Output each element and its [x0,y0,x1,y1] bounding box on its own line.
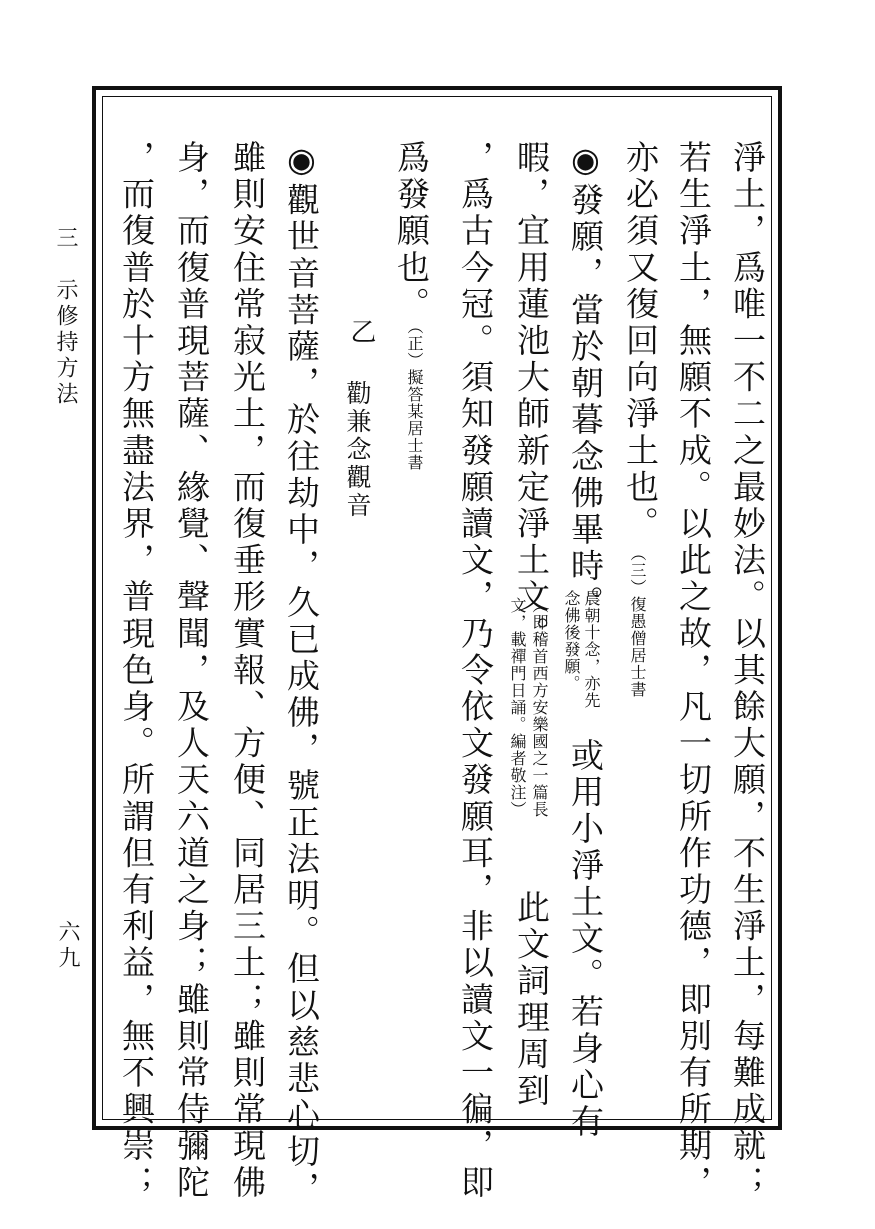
citation-note: （三）復愚僧居士書 [628,545,647,698]
annotation-note-line1: （即稽首西方安樂國之一篇長 [530,597,549,818]
section-heading: 勸兼念觀音 [343,380,372,520]
text-column-3: 亦必須又復回向淨土也。 [621,140,660,543]
text-column-12: ，而復普於十方無盡法界，普現色身。所謂但有利益，無不興崇； [117,140,156,1202]
text-column-1: 淨土，爲唯一不二之最妙法。以其餘大願，不生淨土，每難成就； [728,140,767,1202]
text-column-2: 若生淨土，無願不成。以此之故，凡一切所作功德，即別有所期， [674,140,713,1202]
text-column-5a: 暇，宜用蓮池大師新定淨土文。 [512,140,551,653]
running-head-section: 三 示修持方法 [53,226,78,408]
text-column-5b: 此文詞理周到 [512,890,551,1110]
citation-note: （正）擬答某居士書 [405,318,424,471]
section-heading-mark: 乙 [346,318,376,344]
annotation-note-line1: 晨朝十念，亦先 [582,590,601,709]
text-column-9: ◉觀世音菩薩，於往劫中，久已成佛，號正法明。但以慈悲心切， [282,140,321,1208]
annotation-note-line2: 文，載禪門日誦。編者敬注） [508,597,527,818]
text-column-4b: 或用小淨土文。若身心有 [566,738,605,1141]
page-number: 六九 [55,920,80,972]
text-column-4a: ◉發願，當於朝暮念佛畢時。 [566,140,605,622]
text-column-11: 身，而復普現菩薩、緣覺、聲聞，及人天六道之身；雖則常侍彌陀 [172,140,211,1202]
text-column-7: 爲發願也。 [392,140,431,323]
annotation-note-line2: 念佛後發願。 [562,590,581,692]
text-column-6: ，爲古今冠。須知發願讀文，乃令依文發願耳，非以讀文一徧，即 [456,140,495,1202]
text-column-10: 雖則安住常寂光土，而復垂形實報、方便、同居三土；雖則常現佛 [228,140,267,1202]
